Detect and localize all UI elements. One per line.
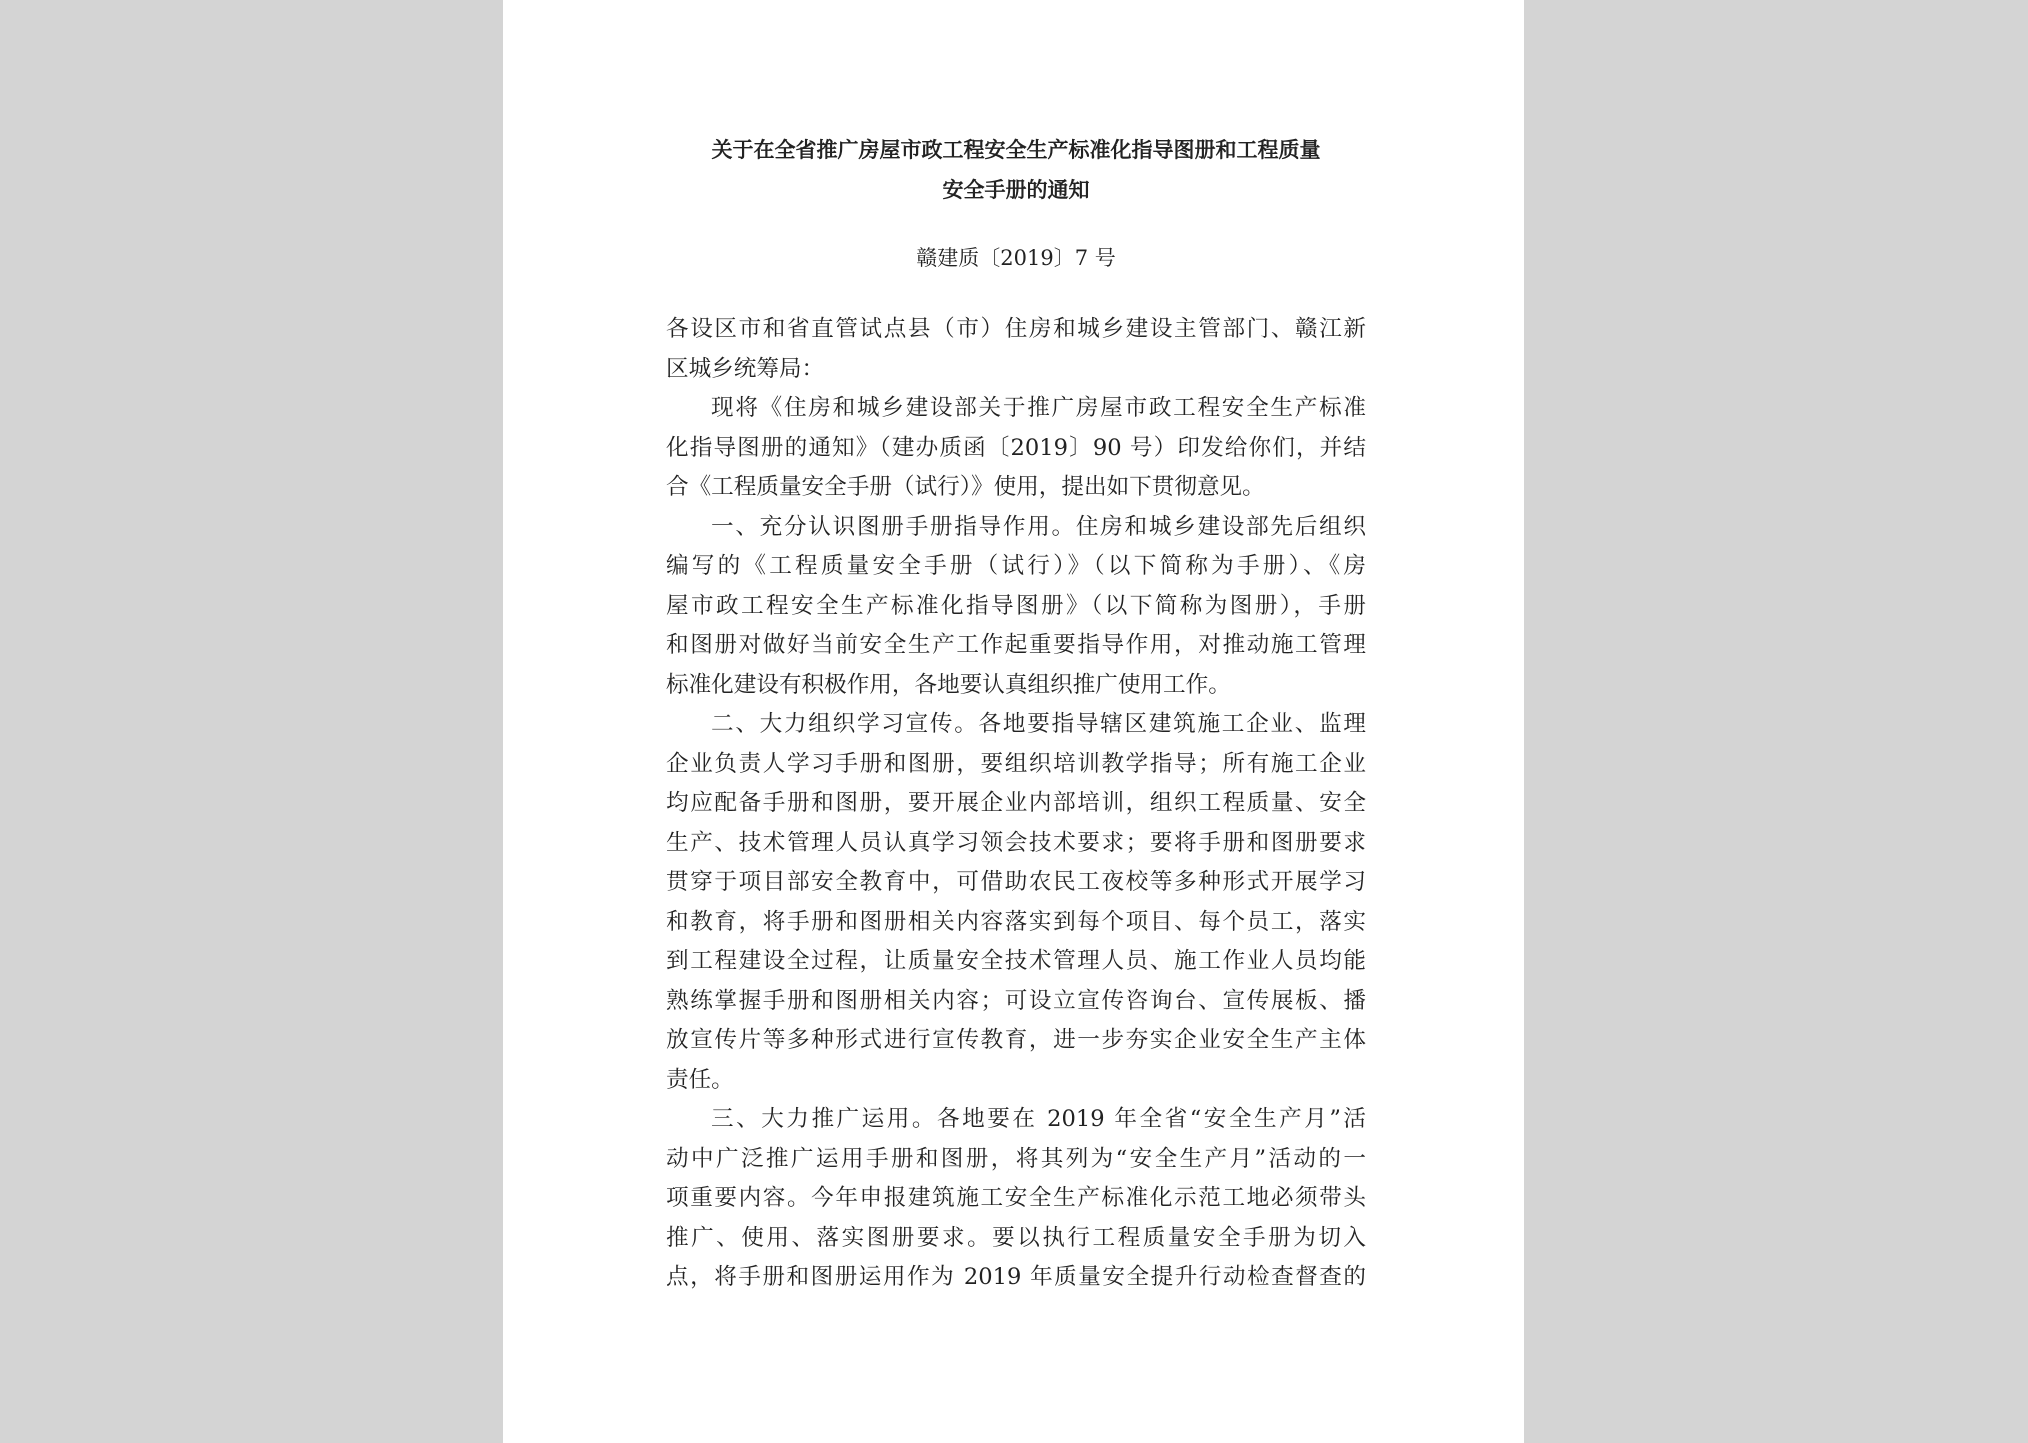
document-page (503, 0, 1524, 1443)
paragraph-line: 化指导图册的通知》（建办质函〔2019〕90 号）印发给你们，并结 (666, 434, 1366, 461)
paragraph-line: 点，将手册和图册运用作为 2019 年质量安全提升行动检查督查的 (666, 1264, 1366, 1290)
paragraph-line: 和图册对做好当前安全生产工作起重要指导作用，对推动施工管理 (666, 632, 1366, 658)
paragraph-intro (666, 389, 1366, 508)
paragraph-line: 二、大力组织学习宣传。各地要指导辖区建筑施工企业、监理 (711, 711, 1366, 737)
addressee-line: 各设区市和省直管试点县（市）住房和城乡建设主管部门、赣江新 (666, 316, 1366, 342)
paragraph-line: 屋市政工程安全生产标准化指导图册》（以下简称为图册），手册 (666, 592, 1366, 619)
document-number: 赣建质〔2019〕7 号 (916, 246, 1116, 270)
paragraph-line: 项重要内容。今年申报建筑施工安全生产标准化示范工地必须带头 (666, 1185, 1366, 1211)
paragraph-section-1 (666, 508, 1366, 706)
title-line-2: 安全手册的通知 (942, 178, 1090, 202)
paragraph-line: 和教育，将手册和图册相关内容落实到每个项目、每个员工，落实 (666, 908, 1366, 935)
paragraph-section-2 (666, 705, 1366, 1100)
paragraph-line: 动中广泛推广运用手册和图册，将其列为“安全生产月”活动的一 (666, 1145, 1366, 1172)
paragraph-section-3 (666, 1100, 1366, 1298)
document-content (666, 130, 1366, 1298)
paragraph-line: 生产、技术管理人员认真学习领会技术要求；要将手册和图册要求 (666, 829, 1366, 856)
paragraph-line: 贯穿于项目部安全教育中，可借助农民工夜校等多种形式开展学习 (666, 869, 1366, 895)
document-title (666, 130, 1366, 210)
paragraph-line: 责任。 (666, 1066, 734, 1093)
paragraph-line: 熟练掌握手册和图册相关内容；可设立宣传咨询台、宣传展板、播 (666, 987, 1366, 1014)
addressee (666, 310, 1366, 389)
paragraph-line: 合《工程质量安全手册（试行）》使用，提出如下贯彻意见。 (666, 474, 1265, 500)
paragraph-line: 现将《住房和城乡建设部关于推广房屋市政工程安全生产标准 (711, 395, 1366, 421)
paragraph-line: 三、大力推广运用。各地要在 2019 年全省“安全生产月”活 (711, 1106, 1366, 1132)
paragraph-line: 到工程建设全过程，让质量安全技术管理人员、施工作业人员均能 (666, 948, 1366, 974)
paragraph-line: 放宣传片等多种形式进行宣传教育，进一步夯实企业安全生产主体 (666, 1027, 1366, 1053)
paragraph-line: 均应配备手册和图册，要开展企业内部培训，组织工程质量、安全 (666, 790, 1366, 816)
paragraph-line: 编写的《工程质量安全手册（试行）》（以下简称为手册）、《房 (666, 553, 1366, 579)
addressee-line: 区城乡统筹局： (666, 355, 825, 382)
paragraph-line: 企业负责人学习手册和图册，要组织培训教学指导；所有施工企业 (666, 750, 1366, 777)
paragraph-line: 一、充分认识图册手册指导作用。住房和城乡建设部先后组织 (711, 513, 1366, 540)
paragraph-line: 推广、使用、落实图册要求。要以执行工程质量安全手册为切入 (666, 1224, 1366, 1251)
paragraph-line: 标准化建设有积极作用，各地要认真组织推广使用工作。 (666, 671, 1231, 698)
title-line-1: 关于在全省推广房屋市政工程安全生产标准化指导图册和工程质量 (711, 138, 1321, 162)
